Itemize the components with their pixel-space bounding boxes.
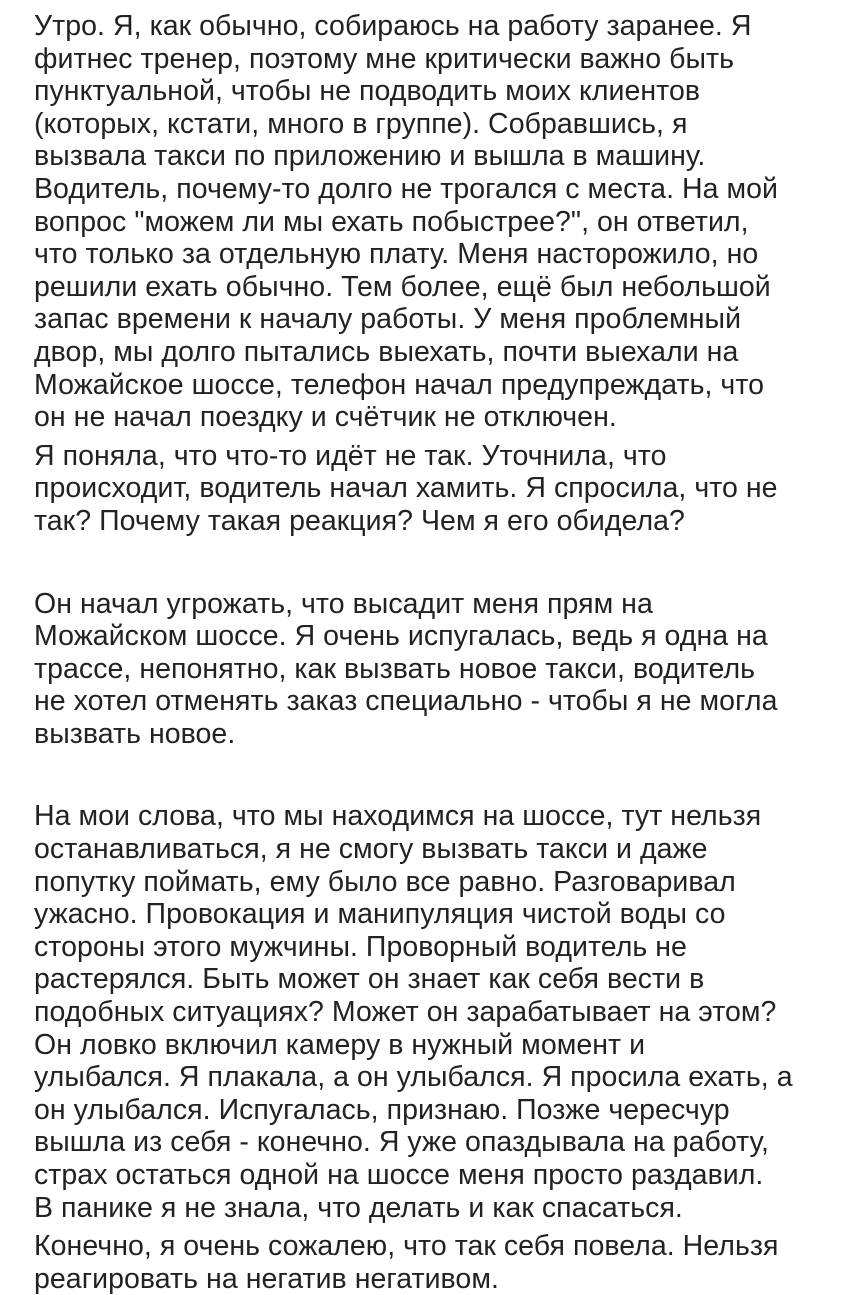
paragraph-spacer xyxy=(34,750,834,800)
text-line: На мои слова, что мы находимся на шоссе, тут нельзя xyxy=(34,800,762,833)
text-line: пунктуальной, чтобы не подводить моих клиентов xyxy=(34,75,701,108)
text-line: (которых, кстати, много в группе). Собравшись, я xyxy=(34,107,688,140)
text-line: двор, мы долго пытались выехать, почти выехали на xyxy=(34,335,739,368)
text-line: вызвала такси по приложению и вышла в машину. xyxy=(34,140,706,173)
text-line: Он начал угрожать, что высадит меня прям на xyxy=(34,587,653,620)
text-line: Конечно, я очень сожалею, что так себя повела. Нельзя xyxy=(34,1230,779,1263)
text-line: Утро. Я, как обычно, собираюсь на работу заранее. Я xyxy=(34,10,752,42)
text-line: Можайское шоссе, телефон начал предупреждать, что xyxy=(34,368,765,401)
text-line: он улыбался. Испугалась, признаю. Позже чересчур xyxy=(34,1093,730,1126)
text-line: Я поняла, что что-то идёт не так. Уточнила, что xyxy=(34,439,667,472)
text-line: Можайском шоссе. Я очень испугалась, ведь я одна на xyxy=(34,620,768,653)
text-line: Водитель, почему-то долго не трогался с места. На мой xyxy=(34,172,779,205)
paragraph-1 xyxy=(34,10,834,434)
text-line: улыбался. Я плакала, а он улыбался. Я просила ехать, а xyxy=(34,1061,793,1094)
paragraph-2 xyxy=(34,440,834,538)
text-line: Он ловко включил камеру в нужный момент и xyxy=(34,1028,646,1061)
text-line: вызвать новое. xyxy=(34,717,236,750)
text-line: попутку поймать, ему было все равно. Разговаривал xyxy=(34,865,736,898)
text-line: реагировать на негатив негативом. xyxy=(34,1262,499,1295)
text-line: вопрос "можем ли мы ехать побыстрее?", он ответил, xyxy=(34,205,749,238)
text-line: растерялся. Быть может он знает как себя вести в xyxy=(34,963,705,996)
text-line: В панике я не знала, что делать и как спасаться. xyxy=(34,1191,683,1224)
text-line: подобных ситуациях? Может он зарабатывает на этом? xyxy=(34,996,777,1029)
text-line: так? Почему такая реакция? Чем я его обидела? xyxy=(34,504,685,537)
text-line: решили ехать обычно. Тем более, ещё был небольшой xyxy=(34,270,771,303)
text-line: трассе, непонятно, как вызвать новое такси, водитель xyxy=(34,652,756,685)
text-line: ужасно. Провокация и манипуляция чистой воды со xyxy=(34,898,726,931)
text-line: запас времени к началу работы. У меня проблемный xyxy=(34,303,742,336)
text-line: стороны этого мужчины. Проворный водитель не xyxy=(34,930,687,963)
text-line: он не начал поездку и счётчик не отключен. xyxy=(34,401,617,434)
text-line: фитнес тренер, поэтому мне критически важно быть xyxy=(34,42,734,75)
paragraph-4 xyxy=(34,800,834,1224)
text-line: вышла из себя - конечно. Я уже опаздывала на работу, xyxy=(34,1126,769,1159)
paragraph-5 xyxy=(34,1230,834,1295)
text-line: что только за отдельную плату. Меня насторожило, но xyxy=(34,238,759,271)
text-line: не хотел отменять заказ специально - чтобы я не могла xyxy=(34,685,778,718)
text-line: страх остаться одной на шоссе меня просто раздавил. xyxy=(34,1159,764,1191)
paragraph-spacer xyxy=(34,538,834,588)
text-line: происходит, водитель начал хамить. Я спросила, что не xyxy=(34,472,778,505)
text-line: останавливаться, я не смогу вызвать такси и даже xyxy=(34,833,708,866)
paragraph-3 xyxy=(34,588,834,751)
document-text xyxy=(34,10,834,1295)
